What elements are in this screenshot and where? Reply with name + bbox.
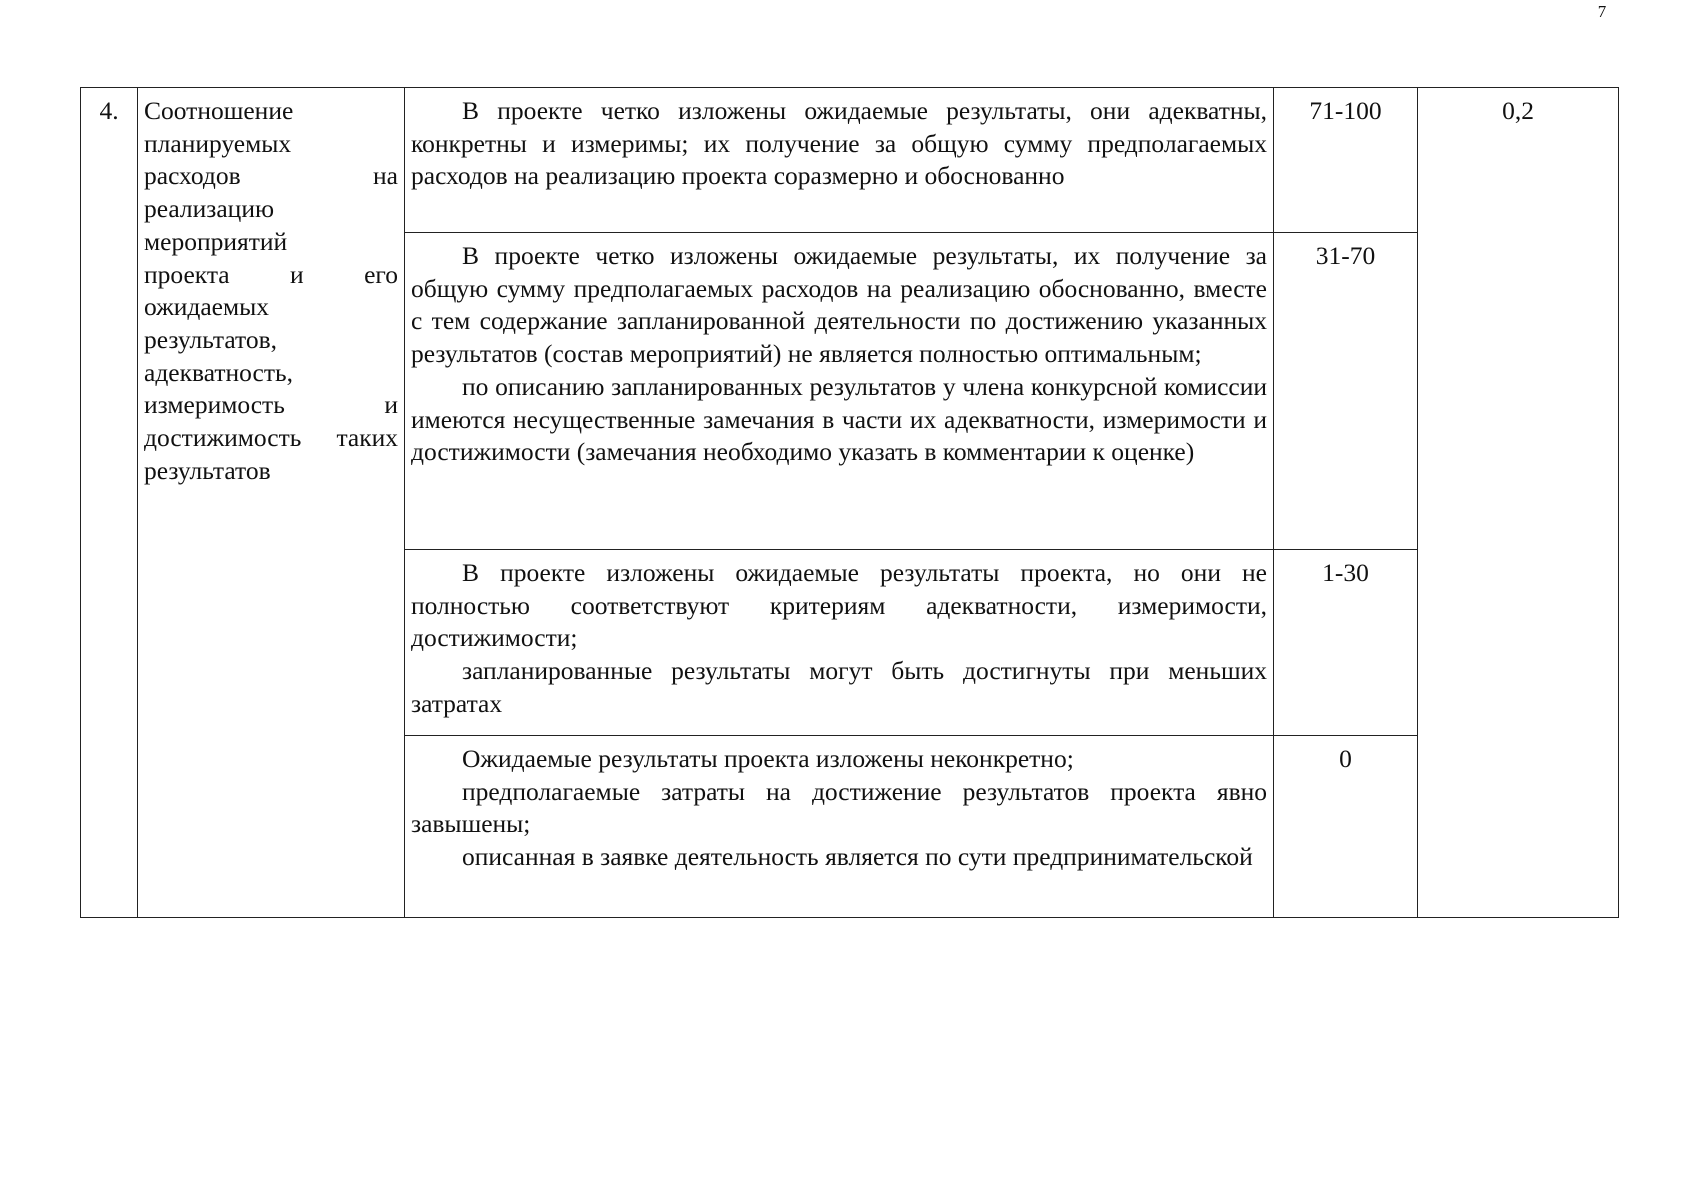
level-paragraph: В проекте четко изложены ожидаемые результаты, их получение за общую сумму предполагаемых расходов на реализацию обоснованно, вместе с тем содержание запланированной деятельности по достижению указанных результатов (состав мероприятий) не является полностью оптимальным; bbox=[411, 241, 1267, 369]
criterion-number: 4. bbox=[81, 88, 138, 918]
criterion-name-line: результатов, bbox=[144, 324, 278, 354]
criterion-name-line: Соотношение bbox=[144, 96, 294, 125]
table-row bbox=[81, 88, 1619, 233]
criterion-name-line: результатов bbox=[144, 455, 271, 485]
level-paragraph: предполагаемые затраты на достижение результатов проекта явно завышены; bbox=[411, 776, 1267, 839]
score-range: 0 bbox=[1274, 736, 1418, 918]
criterion-name-line: адекватность, bbox=[144, 357, 294, 387]
criterion-name-line: проекта и его bbox=[144, 259, 398, 289]
score-range: 71-100 bbox=[1274, 88, 1418, 233]
criterion-name bbox=[138, 88, 405, 918]
criterion-name-line: планируемых bbox=[144, 128, 292, 158]
level-description bbox=[405, 736, 1274, 918]
criterion-name-line: измеримость и bbox=[144, 390, 398, 420]
criterion-name-line: ожидаемых bbox=[144, 292, 270, 322]
evaluation-criteria-table bbox=[80, 87, 1619, 918]
level-paragraph: В проекте четко изложены ожидаемые результаты, они адекватны, конкретны и измеримы; их получение за общую сумму предполагаемых расходов на реализацию проекта соразмерно и обоснованно bbox=[411, 96, 1267, 191]
page-number: 7 bbox=[1597, 2, 1607, 21]
level-paragraph: по описанию запланированных результатов у члена конкурсной комиссии имеются несущественные замечания в части их адекватности, измеримости и достижимости (замечания необходимо указать в комментарии к оценке) bbox=[411, 371, 1267, 467]
criterion-name-line: реализацию bbox=[144, 194, 275, 224]
criterion-weight: 0,2 bbox=[1418, 88, 1619, 918]
criterion-name-line: расходов на bbox=[144, 161, 398, 191]
criterion-name-line: достижимость таких bbox=[144, 423, 398, 453]
level-description bbox=[405, 550, 1274, 736]
level-paragraph: запланированные результаты могут быть достигнуты при меньших затратах bbox=[411, 656, 1267, 718]
level-paragraph: Ожидаемые результаты проекта изложены неконкретно; bbox=[462, 744, 1074, 773]
score-range: 1-30 bbox=[1274, 550, 1418, 736]
level-paragraph: В проекте изложены ожидаемые результаты проекта, но они не полностью соответствуют критериям адекватности, измеримости, достижимости; bbox=[411, 558, 1267, 653]
level-description bbox=[405, 88, 1274, 233]
criterion-name-line: мероприятий bbox=[144, 226, 288, 256]
score-range: 31-70 bbox=[1274, 233, 1418, 550]
level-description bbox=[405, 233, 1274, 550]
level-paragraph: описанная в заявке деятельность является по сути предпринимательской bbox=[462, 842, 1253, 872]
